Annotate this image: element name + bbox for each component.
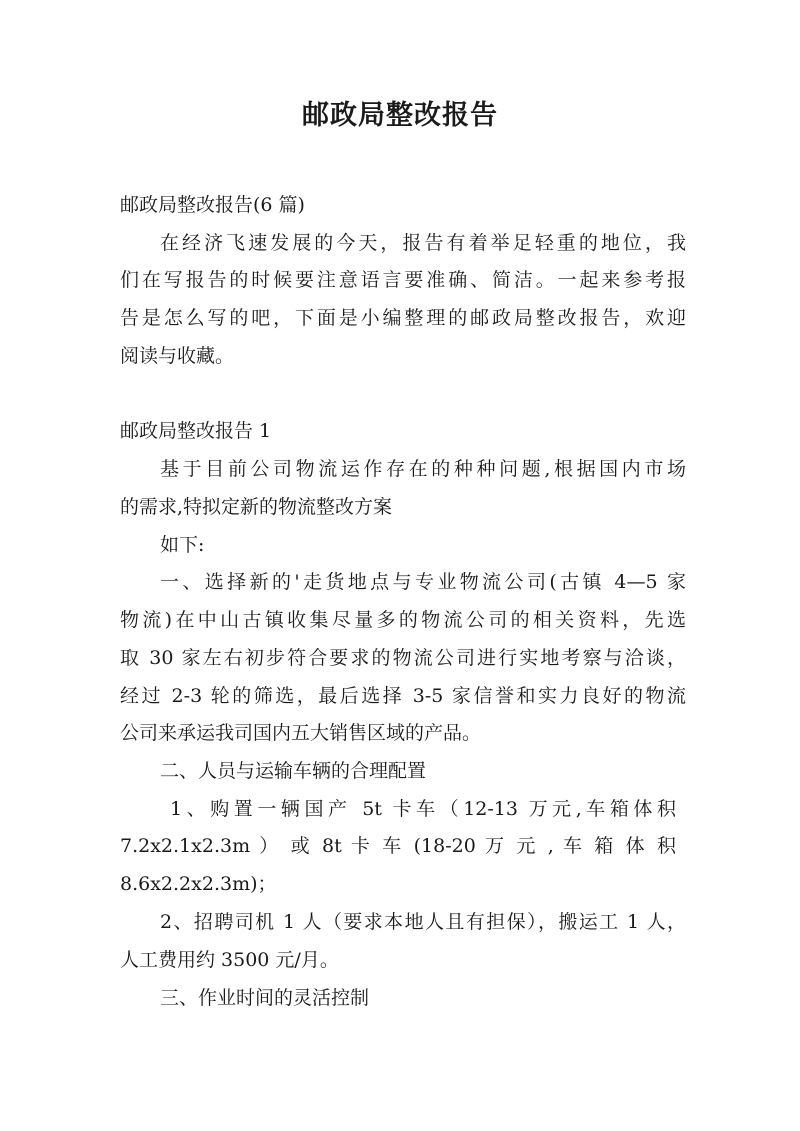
paragraph-line: 8.6x2.2x2.3m)； (120, 873, 277, 895)
paragraph-line: 人工费用约 3500 元/月。 (120, 949, 339, 971)
paragraph-line: 公司来承运我司国内五大销售区域的产品。 (120, 722, 482, 744)
paragraph-line: 阅读与收藏。 (120, 345, 235, 367)
paragraph-line: 的需求,特拟定新的物流整改方案 (120, 496, 393, 518)
section-heading: 三、作业时间的灵活控制 (160, 987, 370, 1009)
subtitle-line: 邮政局整改报告(6 篇) (120, 194, 305, 216)
paragraph-line: 2、招聘司机 1 人（要求本地人且有担保），搬运工 1 人， (160, 911, 686, 933)
document-title: 邮政局整改报告 (302, 100, 498, 131)
paragraph-line: 1、购置一辆国产 5t 卡车（12-13 万元,车箱体积 (170, 798, 676, 820)
paragraph-line: 取 30 家左右初步符合要求的物流公司进行实地考察与洽谈， (120, 647, 686, 669)
paragraph-line: 物流)在中山古镇收集尽量多的物流公司的相关资料，先选 (120, 609, 686, 631)
section-heading: 邮政局整改报告 1 (120, 420, 272, 442)
paragraph-line: 7.2x2.1x2.3m ） 或 8t 卡 车 (18-20 万 元 , 车 箱 体 积 (120, 835, 676, 857)
paragraph-line: 经过 2-3 轮的筛选，最后选择 3-5 家信誉和实力良好的物流 (120, 685, 686, 707)
paragraph-line: 基于目前公司物流运作存在的种种问题,根据国内市场 (160, 458, 686, 480)
paragraph-line: 在经济飞速发展的今天，报告有着举足轻重的地位，我 (160, 232, 686, 254)
paragraph-line: 一、选择新的'走货地点与专业物流公司(古镇 4—5 家 (160, 571, 686, 593)
section-heading: 二、人员与运输车辆的合理配置 (160, 760, 427, 782)
paragraph-line: 如下: (160, 534, 205, 556)
paragraph-line: 们在写报告的时候要注意语言要准确、简洁。一起来参考报 (120, 269, 686, 291)
paragraph-line: 告是怎么写的吧，下面是小编整理的邮政局整改报告，欢迎 (120, 307, 686, 329)
